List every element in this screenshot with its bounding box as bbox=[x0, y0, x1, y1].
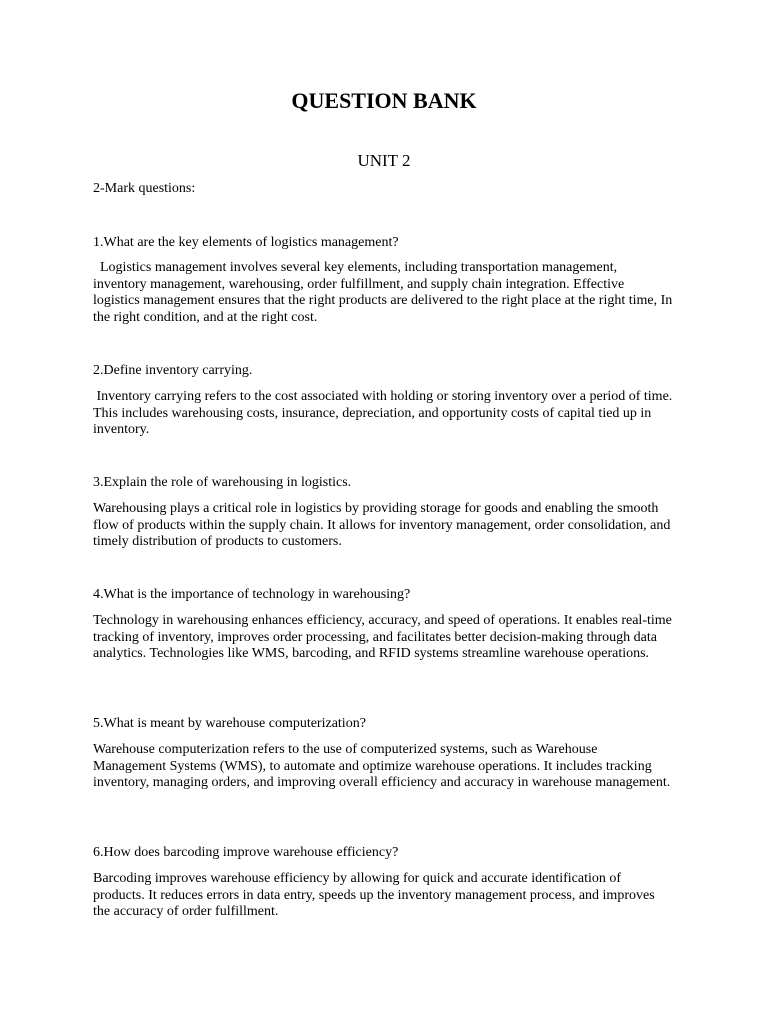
answer-1: Logistics management involves several key elements, including transportation management, inventory management, warehousing, order fulfillment, and supply chain integration. Effective logistics management ensures that the right products are delivered to the right place at the right time, In the right condition, and at the right cost. bbox=[93, 260, 676, 325]
answer-5: Warehouse computerization refers to the use of computerized systems, such as Warehouse Management Systems (WMS), to automate and optimize warehouse operations. It includes tracking inventory, managing orders, and improving overall efficiency and accuracy in warehouse management. bbox=[93, 742, 671, 791]
answer-4: Technology in warehousing enhances efficiency, accuracy, and speed of operations. It enables real-time tracking of inventory, improves order processing, and facilitates better decision-making through data analytics. Technologies like WMS, barcoding, and RFID systems streamline warehouse operations. bbox=[93, 613, 672, 662]
answer-2: Inventory carrying refers to the cost associated with holding or storing inventory over a period of time. This includes warehousing costs, insurance, depreciation, and opportunity costs of capital tied up in inventory. bbox=[93, 389, 676, 438]
unit-heading: UNIT 2 bbox=[357, 151, 411, 170]
answer-3: Warehousing plays a critical role in logistics by providing storage for goods and enabling the smooth flow of products within the supply chain. It allows for inventory management, order consolidation, and timely distribution of products to customers. bbox=[93, 501, 671, 550]
question-1: 1.What are the key elements of logistics management? bbox=[93, 235, 399, 250]
question-6: 6.How does barcoding improve warehouse efficiency? bbox=[93, 845, 399, 860]
section-label: 2-Mark questions: bbox=[93, 181, 196, 196]
question-3: 3.Explain the role of warehousing in logistics. bbox=[93, 475, 352, 490]
question-4: 4.What is the importance of technology in warehousing? bbox=[93, 587, 411, 602]
question-5: 5.What is meant by warehouse computerization? bbox=[93, 716, 366, 731]
answer-6: Barcoding improves warehouse efficiency by allowing for quick and accurate identification of products. It reduces errors in data entry, speeds up the inventory management process, and improves the accuracy of order fulfillment. bbox=[93, 871, 655, 920]
page-title: QUESTION BANK bbox=[291, 88, 477, 113]
question-2: 2.Define inventory carrying. bbox=[93, 363, 253, 378]
